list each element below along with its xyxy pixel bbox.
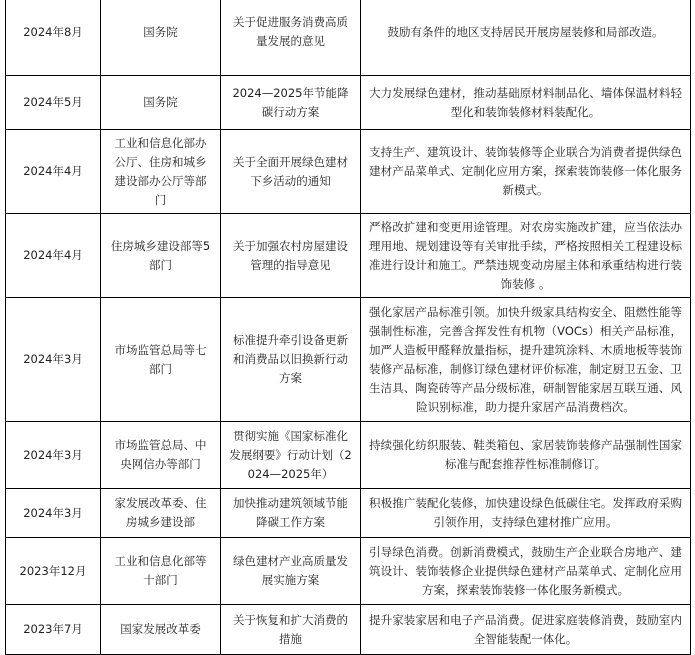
document-cell: 标准提升牵引设备更新和消费品以旧换新行动方案	[221, 298, 361, 422]
date-cell: 2023年12月	[6, 538, 101, 605]
policy-table	[5, 0, 691, 655]
document-cell: 加快推动建筑领域节能降碳工作方案	[221, 489, 361, 538]
department-cell: 国务院	[101, 0, 221, 76]
table-row	[6, 214, 691, 298]
content-cell: 引导绿色消费。创新消费模式，鼓励生产企业联合房地产、建筑设计、装饰装修企业提供绿色建材产品菜单式、定制化应用方案，探索装饰装修一体化服务新模式。	[361, 538, 691, 605]
content-cell: 强化家居产品标准引领。加快升级家具结构安全、阻燃性能等强制性标准，完善含挥发性有机物（VOCs）相关产品标准，加严人造板甲醛释放量指标，提升建筑涂料、木质地板等装饰装修产品标准，制修订绿色建材评价标准，制定厨卫五金、卫生洁具、陶瓷砖等产品分级标准，研制智能家居互联互通、风险识别标准，助力提升家居产品消费档次。	[361, 298, 691, 422]
table-row	[6, 76, 691, 130]
content-cell: 提升家装家居和电子产品消费。促进家庭装修消费，鼓励室内全智能装配一体化。	[361, 605, 691, 655]
table-row	[6, 130, 691, 214]
document-cell: 关于加强农村房屋建设管理的指导意见	[221, 214, 361, 298]
department-cell: 市场监管总局、中央网信办等部门	[101, 422, 221, 489]
table-row	[6, 538, 691, 605]
department-cell: 工业和信息化部等十部门	[101, 538, 221, 605]
table-row	[6, 422, 691, 489]
document-cell: 关于恢复和扩大消费的措施	[221, 605, 361, 655]
content-cell: 积极推广装配化装修，加快建设绿色低碳住宅。发挥政府采购引领作用，支持绿色建材推广应用。	[361, 489, 691, 538]
department-cell: 国务院	[101, 76, 221, 130]
table-row	[6, 0, 691, 76]
content-cell: 大力发展绿色建材，推动基础原材料制品化、墙体保温材料轻型化和装饰装修材料装配化。	[361, 76, 691, 130]
table-row	[6, 605, 691, 655]
table-row	[6, 298, 691, 422]
date-cell: 2024年3月	[6, 298, 101, 422]
date-cell: 2024年4月	[6, 130, 101, 214]
document-cell: 绿色建材产业高质量发展实施方案	[221, 538, 361, 605]
date-cell: 2024年8月	[6, 0, 101, 76]
date-cell: 2024年5月	[6, 76, 101, 130]
content-cell: 严格改扩建和变更用途管理。对农房实施改扩建，应当依法办理用地、规划建设等有关审批手续，严格按照相关工程建设标准进行设计和施工。严禁违规变动房屋主体和承重结构进行装饰装修 。	[361, 214, 691, 298]
date-cell: 2024年3月	[6, 489, 101, 538]
department-cell: 住房城乡建设部等5部门	[101, 214, 221, 298]
date-cell: 2023年7月	[6, 605, 101, 655]
content-cell: 鼓励有条件的地区支持居民开展房屋装修和局部改造。	[361, 0, 691, 76]
document-cell: 2024—2025年节能降碳行动方案	[221, 76, 361, 130]
department-cell: 家发展改革委、住房城乡建设部	[101, 489, 221, 538]
content-cell: 持续强化纺织服装、鞋类箱包、家居装饰装修产品强制性国家标准与配套推荐性标准制修订。	[361, 422, 691, 489]
department-cell: 工业和信息化部办公厅、住房和城乡建设部办公厅等部门	[101, 130, 221, 214]
document-cell: 贯彻实施《国家标准化发展纲要》行动计划（2024—2025年）	[221, 422, 361, 489]
content-cell: 支持生产、建筑设计、装饰装修等企业联合为消费者提供绿色建材产品菜单式、定制化应用方案，探索装饰装修一体化服务新模式。	[361, 130, 691, 214]
date-cell: 2024年4月	[6, 214, 101, 298]
department-cell: 市场监管总局等七部门	[101, 298, 221, 422]
department-cell: 国家发展改革委	[101, 605, 221, 655]
document-cell: 关于促进服务消费高质量发展的意见	[221, 0, 361, 76]
date-cell: 2024年3月	[6, 422, 101, 489]
document-cell: 关于全面开展绿色建材下乡活动的通知	[221, 130, 361, 214]
table-row	[6, 489, 691, 538]
